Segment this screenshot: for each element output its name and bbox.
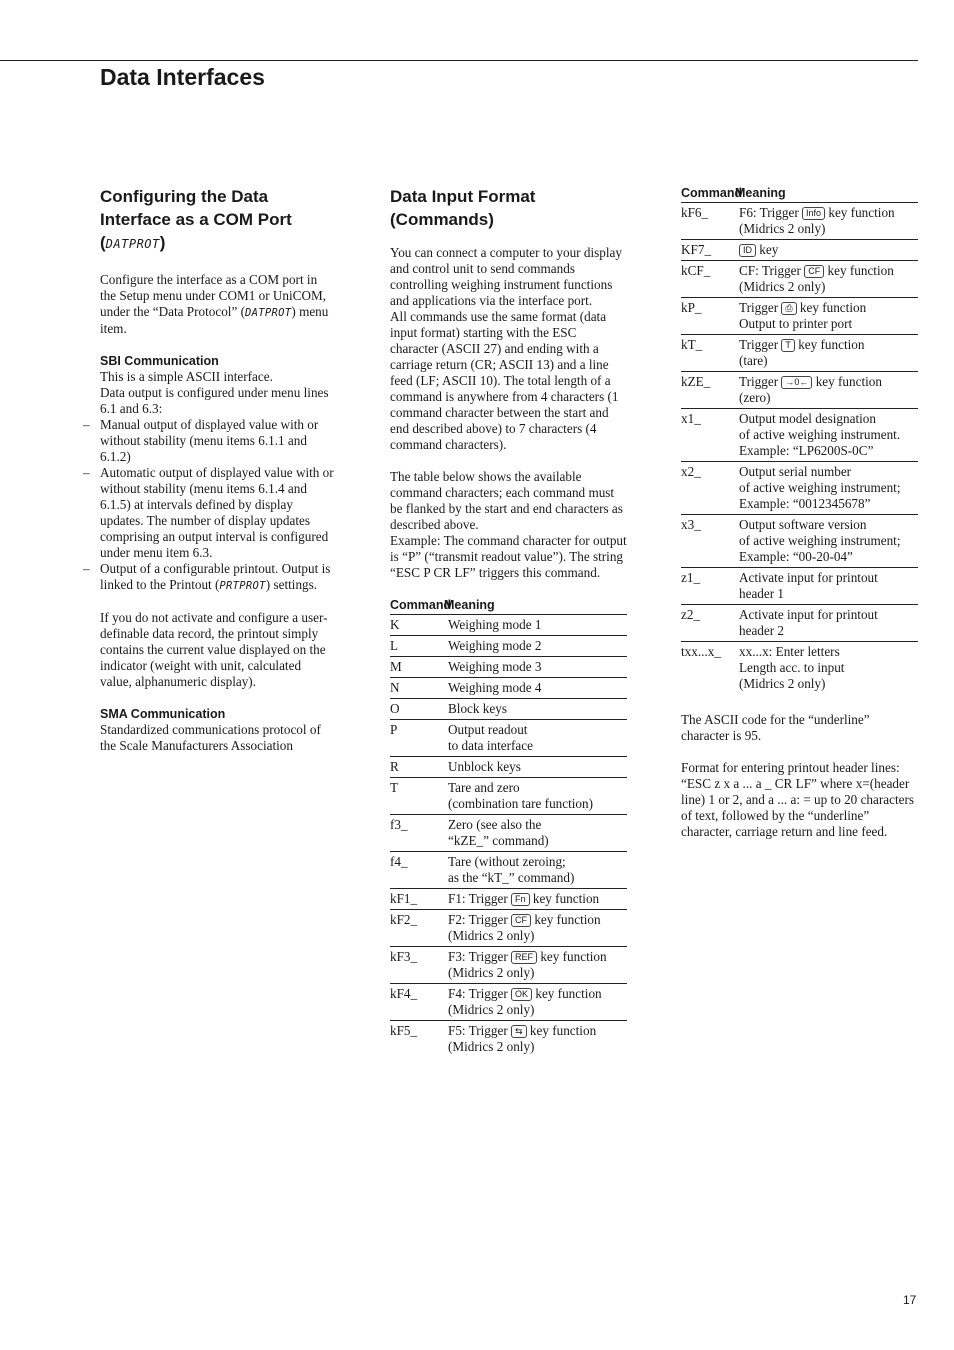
table-row [390, 852, 627, 889]
key-icon: →0← [781, 376, 812, 389]
meaning-text: Output model designation [739, 411, 876, 426]
meaning-cell [448, 657, 627, 678]
command-cell: P [390, 720, 448, 757]
meaning-text: Trigger [739, 300, 779, 315]
meaning-text: Tare (without zeroing; [448, 854, 566, 869]
intro-paragraph [100, 272, 335, 337]
meaning-text: Activate input for printout [739, 570, 878, 585]
meaning-cell [448, 615, 627, 636]
meaning-text: (zero) [739, 390, 771, 405]
key-icon: ⇆ [511, 1025, 527, 1038]
key-icon: Fn [511, 893, 530, 906]
meaning-text: (Midrics 2 only) [448, 965, 535, 980]
meaning-cell [739, 642, 918, 695]
key-icon: T [781, 339, 795, 352]
table-row [390, 615, 627, 636]
command-cell: txx...x_ [681, 644, 721, 659]
key-icon: Info [802, 207, 825, 220]
table-row [390, 757, 627, 778]
command-table [390, 615, 627, 1057]
sbi-line: This is a simple ASCII interface. [100, 369, 273, 384]
meaning-cell [739, 203, 918, 240]
meaning-text: Trigger [739, 374, 779, 389]
meaning-text: Weighing mode 2 [448, 638, 542, 653]
sma-text: Standardized communications protocol of the Scale Manufacturers Association [100, 722, 321, 753]
meaning-text: Output software version [739, 517, 867, 532]
meaning-text: key function [827, 263, 894, 278]
command-cell: kF1_ [390, 889, 448, 910]
meaning-text: key function [815, 374, 882, 389]
meaning-text: F1: Trigger [448, 891, 508, 906]
meaning-text: key function [799, 300, 867, 315]
list-item: – Manual output of displayed value with or without stability (menu items 6.1.1 and 6.1.2) [100, 417, 335, 465]
meaning-text: Length acc. to input [739, 660, 845, 675]
meaning-text: Unblock keys [448, 759, 521, 774]
key-icon: CF [804, 265, 824, 278]
subheading-sma: SMA Communication [100, 707, 226, 721]
meaning-text: key function [828, 205, 895, 220]
meaning-cell [448, 778, 627, 815]
table-row [390, 1021, 627, 1058]
meaning-text: Output serial number [739, 464, 852, 479]
command-table [681, 203, 918, 694]
meaning-text: header 2 [739, 623, 785, 638]
meaning-cell [739, 605, 918, 642]
table-row [390, 678, 627, 699]
intro-text: ) menu item. [100, 304, 329, 336]
command-cell: R [390, 757, 448, 778]
meaning-text: Weighing mode 4 [448, 680, 542, 695]
meaning-cell [739, 240, 918, 261]
column-header-command: Command [390, 598, 452, 612]
meaning-text: Output to printer port [739, 316, 853, 331]
meaning-cell [448, 889, 627, 910]
meaning-text: (Midrics 2 only) [448, 1002, 535, 1017]
table-row [681, 462, 918, 515]
meaning-text: key function [540, 949, 607, 964]
meaning-cell [448, 636, 627, 657]
list-text: Output of a configurable printout. Output is linked to the Printout ( [100, 561, 331, 592]
table-header [681, 185, 918, 203]
heading-line: (Commands) [390, 210, 494, 229]
command-cell: kF4_ [390, 984, 448, 1021]
meaning-text: F3: Trigger [448, 949, 508, 964]
table-row [390, 636, 627, 657]
section-heading-com-port: Configuring the Data Interface as a COM Port (DATPROT) [100, 187, 292, 252]
command-cell: kF2_ [390, 910, 448, 947]
list-text: ) settings. [265, 577, 318, 592]
meaning-text: (combination tare function) [448, 796, 594, 811]
meaning-text: Output readout [448, 722, 528, 737]
meaning-text: (Midrics 2 only) [448, 928, 535, 943]
meaning-text: key function [529, 1023, 597, 1038]
lcd-code: DATPROT [245, 307, 292, 319]
meaning-text: F4: Trigger [448, 986, 508, 1001]
command-cell: kCF_ [681, 261, 739, 298]
meaning-text: key function [532, 891, 600, 906]
table-row [681, 642, 918, 695]
meaning-cell [448, 678, 627, 699]
command-cell: kF6_ [681, 203, 739, 240]
meaning-cell [739, 298, 918, 335]
command-cell: kP_ [681, 298, 739, 335]
column-data-input [390, 185, 627, 1057]
meaning-cell [448, 720, 627, 757]
command-cell: x1_ [681, 409, 739, 462]
command-cell: M [390, 657, 448, 678]
meaning-text: (Midrics 2 only) [739, 221, 826, 236]
meaning-text: Trigger [739, 337, 779, 352]
table-row [681, 298, 918, 335]
meaning-text: (Midrics 2 only) [739, 279, 826, 294]
key-icon: REF [511, 951, 537, 964]
command-cell: x2_ [681, 462, 739, 515]
meaning-cell [739, 335, 918, 372]
table-row [390, 778, 627, 815]
meaning-text: Example: “0012345678” [739, 496, 871, 511]
heading-line: Configuring the Data [100, 187, 269, 206]
table-row [681, 568, 918, 605]
command-cell: O [390, 699, 448, 720]
meaning-text: (Midrics 2 only) [448, 1039, 535, 1054]
meaning-cell [448, 1021, 627, 1058]
meaning-text: Activate input for printout [739, 607, 878, 622]
meaning-cell [739, 261, 918, 298]
note-underline: The ASCII code for the “underline” character is 95. [681, 712, 870, 743]
paragraph: You can connect a computer to your display and control unit to send commands controlling weighing instrument functions and applications via the interface port. [390, 245, 622, 308]
meaning-cell [739, 462, 918, 515]
list-item [100, 561, 335, 594]
meaning-text: Block keys [448, 701, 507, 716]
key-icon: OK [511, 988, 532, 1001]
meaning-text: to data interface [448, 738, 533, 753]
column-header-meaning: Meaning [444, 598, 495, 612]
table-row [390, 699, 627, 720]
column-header-meaning: Meaning [735, 186, 786, 200]
page-number: 17 [903, 1293, 917, 1307]
key-icon: ⎙ [781, 302, 796, 315]
command-cell: K [390, 615, 448, 636]
column-header-command: Command [681, 186, 743, 200]
lcd-code: PRTPROT [219, 580, 266, 592]
list-item: – Automatic output of displayed value with or without stability (menu items 6.1.4 and 6.1.5) at intervals defined by display updates. The number of display updates comprising an output interval is configured under menu item 6.3. [100, 465, 335, 561]
table-row [390, 815, 627, 852]
table-row [681, 261, 918, 298]
page-title: Data Interfaces [100, 64, 265, 90]
key-icon: CF [511, 914, 531, 927]
meaning-text: key function [798, 337, 865, 352]
command-cell: kF3_ [390, 947, 448, 984]
meaning-cell [739, 409, 918, 462]
meaning-text: (tare) [739, 353, 768, 368]
command-cell: KF7_ [681, 240, 739, 261]
table-row [390, 889, 627, 910]
subheading-sbi: SBI Communication [100, 354, 219, 368]
table-row [390, 657, 627, 678]
meaning-text: Example: “00-20-04” [739, 549, 853, 564]
key-icon: ID [739, 244, 756, 257]
table-row [681, 515, 918, 568]
meaning-text: of active weighing instrument; [739, 480, 901, 495]
section-heading-data-input [390, 185, 627, 231]
command-cell: f4_ [390, 852, 448, 889]
intro-text: Configure the interface as a COM port in the Setup menu under COM1 or UniCOM, under the “Data Protocol” ( [100, 272, 327, 319]
table-row [681, 605, 918, 642]
command-cell: kF5_ [390, 1023, 418, 1038]
meaning-text: F2: Trigger [448, 912, 508, 927]
meaning-cell [448, 910, 627, 947]
meaning-text: key [759, 242, 779, 257]
sbi-line: Data output is configured under menu lines 6.1 and 6.3: [100, 385, 329, 416]
meaning-cell [739, 515, 918, 568]
meaning-text: as the “kT_” command) [448, 870, 575, 885]
table-row [390, 984, 627, 1021]
meaning-text: of active weighing instrument. [739, 427, 901, 442]
table-row [390, 947, 627, 984]
meaning-text: header 1 [739, 586, 785, 601]
meaning-text: key function [534, 912, 601, 927]
meaning-text: Weighing mode 1 [448, 617, 542, 632]
meaning-text: Weighing mode 3 [448, 659, 542, 674]
command-cell: z2_ [681, 605, 739, 642]
table-row [390, 910, 627, 947]
command-cell: kT_ [681, 335, 739, 372]
meaning-text: CF: Trigger [739, 263, 801, 278]
meaning-text: Zero (see also the [448, 817, 542, 832]
meaning-text: (Midrics 2 only) [739, 676, 826, 691]
command-cell: z1_ [681, 568, 739, 605]
lcd-code: DATPROT [105, 237, 160, 251]
command-cell: N [390, 678, 448, 699]
heading-line: Interface as a COM Port [100, 210, 292, 229]
table-row [681, 409, 918, 462]
meaning-text: F5: Trigger [448, 1023, 508, 1038]
meaning-cell [448, 947, 627, 984]
meaning-text: of active weighing instrument; [739, 533, 901, 548]
header-rule [0, 60, 918, 61]
meaning-text: key function [535, 986, 602, 1001]
table-row [390, 720, 627, 757]
meaning-text: “kZE_” command) [448, 833, 549, 848]
paragraph: All commands use the same format (data input format) starting with the ESC character (ASCII 27) and ending with a carriage return (CR; ASCII 13) and a line feed (LF; ASCII 10). The total length of a command is anywhere from 4 characters (1 command character between the start and end described above) to 7 characters (4 command characters). [390, 309, 619, 452]
meaning-cell [448, 757, 627, 778]
column-com-port [100, 185, 335, 754]
table-row [681, 335, 918, 372]
meaning-cell [448, 815, 627, 852]
table-row [681, 203, 918, 240]
command-cell: f3_ [390, 815, 448, 852]
meaning-text: xx...x: Enter letters [739, 644, 840, 659]
table-row [681, 372, 918, 409]
column-commands-continued [681, 185, 918, 840]
command-cell: kZE_ [681, 372, 739, 409]
meaning-text: F6: Trigger [739, 205, 799, 220]
meaning-text: Tare and zero [448, 780, 520, 795]
meaning-cell [448, 984, 627, 1021]
meaning-cell [739, 372, 918, 409]
table-row [681, 240, 918, 261]
sbi-paragraph: If you do not activate and configure a user-definable data record, the printout simply contains the current value displayed on the indicator (weight with unit, calculated value, alphanumeric display). [100, 610, 328, 689]
command-cell: L [390, 636, 448, 657]
paragraph: Example: The command character for output is “P” (“transmit readout value”). The string “ESC P CR LF” triggers this command. [390, 533, 627, 580]
note-header-format: Format for entering printout header lines: “ESC z x a ... a _ CR LF” where x=(header line) 1 or 2, and a ... a: = up to 20 characters of text, followed by the “underline” character, carriage return and line feed. [681, 760, 915, 839]
sbi-list [100, 417, 335, 594]
command-cell: x3_ [681, 515, 739, 568]
meaning-cell [448, 699, 627, 720]
heading-line: Data Input Format [390, 187, 536, 206]
command-cell: T [390, 778, 448, 815]
meaning-cell [739, 568, 918, 605]
table-header [390, 597, 627, 615]
paragraph: The table below shows the available command characters; each command must be flanked by the start and end characters as described above. [390, 469, 623, 532]
meaning-cell [448, 852, 627, 889]
meaning-text: Example: “LP6200S-0C” [739, 443, 874, 458]
